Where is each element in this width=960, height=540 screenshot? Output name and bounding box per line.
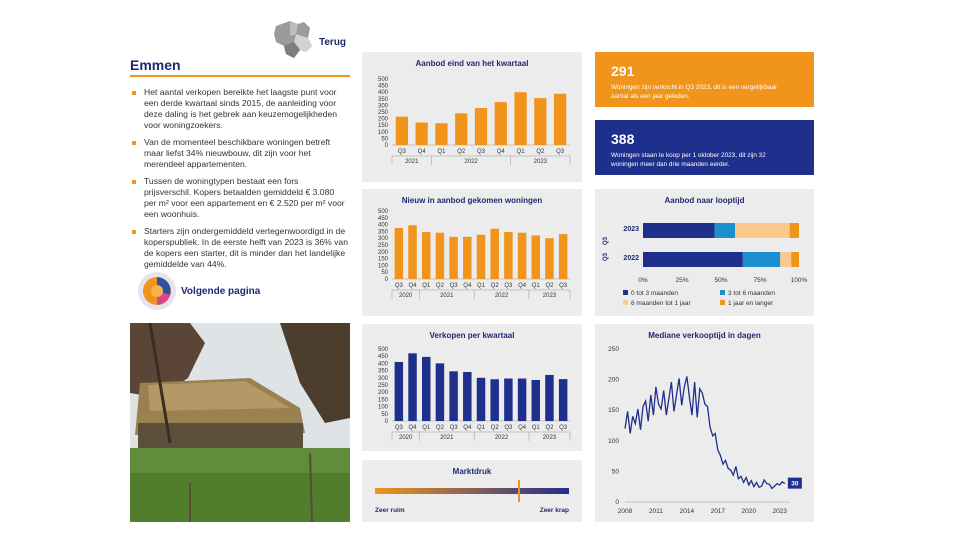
farmhouse-photo: [130, 323, 350, 522]
sales-chart: [362, 324, 582, 451]
x-tick-label: Q1: [437, 149, 446, 155]
y-tick-label: 50: [381, 411, 388, 418]
y-group-label: Q3: [603, 236, 609, 246]
x-group-label: 2023: [542, 435, 557, 441]
bar-segment: [643, 223, 715, 238]
next-page-link[interactable]: Volgende pagina: [181, 286, 261, 297]
legend-label: 3 tot 6 maanden: [728, 290, 775, 297]
y-tick-label: 350: [377, 368, 388, 375]
y-tick-label: 50: [381, 270, 388, 277]
y-tick-label: 400: [377, 90, 388, 97]
x-tick-label: Q2: [457, 149, 466, 155]
y-tick-label: 350: [377, 96, 388, 103]
y-tick-label: 0: [384, 143, 388, 149]
median-time-chart-panel: [595, 324, 814, 522]
sold-stat-box: [595, 52, 814, 107]
bar-segment: [643, 252, 743, 267]
for-sale-text: Woningen staan te koop per 1 oktober 2023, dit zijn 32 woningen meer dan drie maanden eerder.: [611, 152, 766, 168]
x-tick-label: Q1: [531, 283, 540, 289]
y-tick-label: 2022: [623, 255, 639, 262]
bar: [490, 379, 498, 421]
for-sale-value: 388: [611, 131, 635, 147]
bar: [436, 363, 444, 421]
y-tick-label: 400: [377, 361, 388, 368]
x-tick-label: Q1: [476, 283, 486, 289]
y-tick-label: 500: [377, 77, 388, 83]
bar: [554, 94, 566, 145]
y-tick-label: 400: [377, 222, 388, 229]
y-tick-label: 100: [377, 129, 388, 136]
y-tick-label: 250: [377, 383, 388, 389]
y-tick-label: 250: [608, 346, 619, 353]
x-tick-label: Q2: [545, 283, 554, 289]
x-tick-label: Q4: [408, 425, 417, 431]
x-tick-label: Q4: [518, 425, 527, 431]
x-tick-label: 2014: [679, 508, 695, 515]
chart-title: Verkopen per kwartaal: [429, 331, 515, 340]
x-tick-label: Q3: [504, 425, 513, 431]
bar: [545, 375, 553, 421]
y-tick-label: 0: [615, 499, 619, 506]
bar: [395, 228, 403, 279]
x-group-label: 2021: [440, 293, 454, 299]
pressure-marker: [518, 480, 520, 502]
chart-title: Aanbod naar looptijd: [664, 196, 745, 205]
y-tick-label: 50: [381, 136, 388, 143]
x-tick-label: 2020: [741, 508, 756, 515]
x-tick-label: Q3: [394, 283, 403, 289]
y-tick-label: 450: [377, 354, 388, 361]
bar: [435, 123, 447, 145]
x-tick-label: Q4: [417, 149, 426, 155]
bar: [514, 92, 526, 145]
x-tick-label: Q3: [397, 149, 406, 155]
x-group-label: 2020: [399, 293, 413, 299]
bar-segment: [780, 252, 791, 267]
y-tick-label: 250: [377, 243, 388, 249]
bar: [518, 233, 526, 279]
bar: [463, 372, 471, 421]
last-value-label: 30: [791, 480, 799, 488]
legend-swatch: [720, 290, 725, 295]
x-tick-label: Q2: [435, 283, 444, 289]
sold-text: Woningen zijn verkocht in Q3 2023, dit is een vergelijkbaar aantal als een jaar geleden.: [611, 84, 778, 100]
x-tick-label: Q2: [545, 425, 554, 431]
market-pressure-panel: [362, 460, 582, 522]
bar: [408, 353, 416, 421]
bar-segment: [743, 252, 780, 267]
title-underline: [130, 75, 350, 77]
x-tick-label: Q3: [476, 149, 486, 155]
supply-chart-panel: [362, 52, 582, 182]
x-tick-label: Q4: [463, 425, 472, 431]
x-tick-label: 100%: [790, 277, 808, 284]
duration-chart-panel: [595, 189, 814, 316]
y-tick-label: 500: [377, 209, 388, 215]
bar: [559, 234, 567, 279]
new-listings-chart-panel: [362, 189, 582, 316]
x-tick-label: Q3: [556, 149, 565, 155]
bar: [532, 235, 540, 279]
x-tick-label: 2011: [648, 508, 663, 515]
bar: [416, 123, 428, 145]
y-tick-label: 0: [384, 419, 388, 425]
x-tick-label: Q1: [422, 425, 431, 431]
y-group-label: Q3: [603, 252, 609, 262]
chart-title: Aanbod eind van het kwartaal: [415, 59, 529, 68]
bar: [396, 117, 408, 145]
y-tick-label: 200: [377, 116, 388, 123]
y-tick-label: 150: [377, 397, 388, 404]
bullet-item: Het aantal verkopen bereikte het laagste punt voor een derde kwartaal sinds 2015, de aanleiding voor deze daling is het gebrek aan keuzemogelijkheden voor woningzoekers.: [130, 87, 348, 131]
bullet-item: Van de momenteel beschikbare woningen betreft maar liefst 34% nieuwbouw, dit zijn voor het merendeel appartementen.: [130, 137, 348, 170]
x-tick-label: 25%: [675, 277, 689, 284]
legend-label: 6 maanden tot 1 jaar: [631, 300, 691, 307]
x-tick-label: Q4: [518, 283, 527, 289]
y-tick-label: 150: [377, 256, 388, 263]
y-tick-label: 100: [377, 404, 388, 411]
x-group-label: 2023: [542, 293, 557, 299]
bar: [395, 362, 403, 421]
y-tick-label: 250: [377, 110, 388, 116]
y-tick-label: 450: [377, 83, 388, 90]
bar: [495, 102, 507, 145]
y-tick-label: 500: [377, 347, 388, 353]
x-tick-label: Q3: [504, 283, 513, 289]
bar-segment: [715, 223, 735, 238]
x-tick-label: 2008: [617, 508, 633, 515]
bar: [449, 371, 457, 421]
back-link[interactable]: Terug: [319, 37, 347, 48]
x-group-label: 2022: [464, 159, 478, 165]
x-group-label: 2022: [494, 293, 509, 299]
y-tick-label: 300: [377, 103, 388, 110]
y-tick-label: 200: [377, 390, 388, 397]
bullet-item: Starters zijn ondergemiddeld vertegenwoordigd in de koperspubliek. In de eerste helft van 2023 is 36% van de kopers een starter, dit is minder dan het landelijke gemiddelde van 44%.: [130, 226, 348, 270]
page-title: Emmen: [130, 57, 181, 73]
region-map-icon[interactable]: [270, 18, 316, 64]
bar: [518, 379, 526, 421]
y-tick-label: 350: [377, 229, 388, 236]
legend-label: 0 tot 3 maanden: [631, 290, 678, 297]
x-tick-label: 0%: [638, 277, 648, 284]
chart-title: Mediane verkooptijd in dagen: [648, 331, 761, 340]
y-tick-label: 150: [608, 407, 619, 415]
bar: [559, 379, 567, 421]
bar: [449, 237, 457, 279]
bar: [545, 238, 553, 279]
bar: [504, 232, 512, 279]
x-group-label: 2021: [405, 159, 419, 165]
bar: [463, 237, 471, 279]
bar: [436, 233, 444, 279]
x-tick-label: Q3: [559, 283, 568, 289]
new-listings-chart: [362, 189, 582, 316]
bar-segment: [735, 223, 790, 238]
x-tick-label: Q4: [496, 149, 505, 155]
pressure-right-label: Zeer krap: [539, 507, 569, 514]
pressure-left-label: Zeer ruim: [375, 507, 405, 514]
next-page-icon[interactable]: [137, 271, 177, 311]
sales-chart-panel: [362, 324, 582, 451]
for-sale-stat-box: [595, 120, 814, 175]
legend-swatch: [623, 300, 628, 305]
x-tick-label: Q1: [531, 425, 540, 431]
y-tick-label: 450: [377, 215, 388, 222]
bar: [532, 380, 540, 421]
bar: [490, 229, 498, 279]
legend-swatch: [720, 300, 725, 305]
x-tick-label: Q2: [490, 425, 499, 431]
x-tick-label: Q3: [559, 425, 568, 431]
x-group-label: 2023: [533, 159, 548, 165]
y-tick-label: 200: [377, 249, 388, 256]
median-time-chart: [595, 324, 814, 522]
y-tick-label: 200: [608, 376, 619, 384]
sold-value: 291: [611, 63, 635, 79]
bar: [534, 98, 546, 145]
duration-chart: [595, 189, 814, 316]
bar: [422, 357, 430, 421]
legend-swatch: [623, 290, 628, 295]
bar: [477, 378, 485, 421]
x-tick-label: Q2: [536, 149, 545, 155]
bar-segment: [791, 252, 799, 267]
x-tick-label: Q4: [408, 283, 417, 289]
x-tick-label: Q4: [463, 283, 472, 289]
bullet-item: Tussen de woningtypen bestaat een fors prijsverschil. Kopers betaalden gemiddeld € 3.080 per m² voor een appartement en € 2.520 per m² voor een woonhuis.: [130, 176, 348, 220]
x-group-label: 2021: [440, 435, 454, 441]
chart-title: Nieuw in aanbod gekomen woningen: [401, 196, 543, 205]
y-tick-label: 300: [377, 236, 388, 243]
bar: [504, 379, 512, 421]
bar-segment: [790, 223, 799, 238]
bar: [455, 113, 467, 145]
y-tick-label: 150: [377, 123, 388, 130]
pressure-gradient-bar: [375, 488, 569, 494]
bullet-list: [130, 87, 348, 276]
x-tick-label: Q3: [449, 425, 458, 431]
y-tick-label: 100: [608, 437, 619, 445]
x-tick-label: Q1: [516, 149, 525, 155]
x-tick-label: Q1: [422, 283, 431, 289]
supply-chart: [362, 52, 582, 182]
bar: [422, 232, 430, 279]
x-tick-label: Q1: [476, 425, 486, 431]
series-line: [625, 377, 785, 489]
bar: [408, 225, 416, 279]
x-tick-label: Q3: [449, 283, 458, 289]
x-tick-label: Q3: [394, 425, 403, 431]
x-tick-label: 75%: [753, 277, 767, 284]
y-tick-label: 300: [377, 375, 388, 382]
x-tick-label: 2017: [710, 508, 726, 515]
y-tick-label: 0: [384, 277, 388, 283]
x-group-label: 2022: [494, 435, 509, 441]
y-tick-label: 100: [377, 263, 388, 270]
x-tick-label: 50%: [714, 277, 728, 284]
chart-title: Marktdruk: [452, 467, 492, 476]
x-group-label: 2020: [399, 435, 413, 441]
x-tick-label: Q2: [490, 283, 499, 289]
y-tick-label: 50: [611, 468, 619, 476]
bar: [477, 235, 485, 279]
y-tick-label: 2023: [623, 226, 639, 233]
bar: [475, 108, 487, 145]
x-tick-label: 2023: [772, 508, 787, 515]
legend-label: 1 jaar en langer: [728, 300, 774, 307]
x-tick-label: Q2: [435, 425, 444, 431]
